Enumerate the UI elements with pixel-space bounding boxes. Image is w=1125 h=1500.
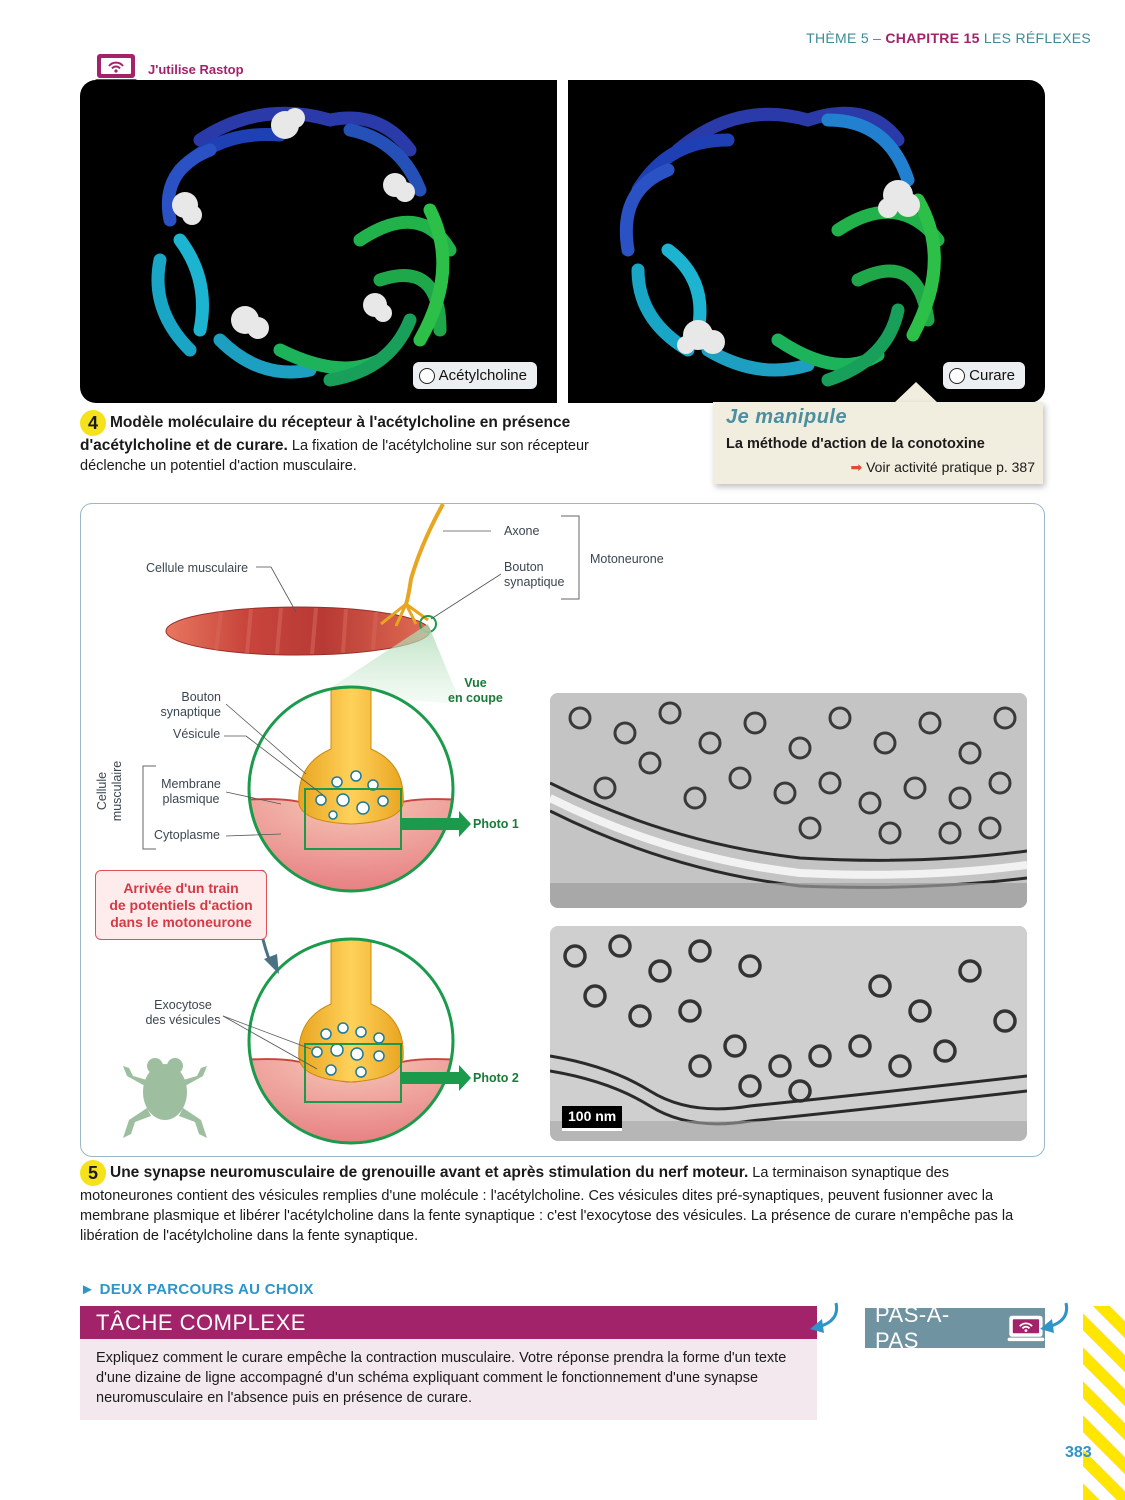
tache-complexe-header [80,1306,817,1339]
tache-title: TÂCHE COMPLEXE [96,1309,306,1335]
label-line: Exocytose [154,998,212,1012]
doc4-caption [80,410,600,476]
label-bouton-mid [157,690,221,720]
label-line: musculaire [110,760,124,822]
doc5-title: Une synapse neuromusculaire de grenouille avant et après stimulation du nerf moteur. [110,1163,749,1181]
manip-link[interactable] [850,459,1035,476]
circle-icon [949,368,965,384]
manip-link-text: Voir activité pratique p. 387 [866,459,1035,475]
pas-a-pas-button[interactable] [865,1302,1045,1353]
doc5-text: La terminaison synaptique des motoneurones contient des vésicules remplies d'une molécule : l'acétylcholine. Ces vésicules dites pré-synaptiques, peuvent fusionner avec la membrane plasmique et libérer l'acétylcholine dans la fente synaptique : c'est l'exocytose des vésicules. La présence de curare n'empêche pas la libération de l'acétylcholine dans la fente synaptique. [80,1164,1014,1244]
curved-arrow-icon [800,1297,842,1337]
label-cellule-musculaire: Cellule musculaire [146,561,249,575]
frog-icon [119,1046,211,1144]
parcours-label: DEUX PARCOURS AU CHOIX [99,1281,314,1298]
tag-curare [943,362,1025,389]
callout-pointer [893,382,939,404]
rastop-label: J'utilise Rastop [148,62,244,77]
receptor-illustration [568,80,1045,403]
circle-icon [419,368,435,384]
label-line: en coupe [448,691,503,705]
label-line: dans le motoneurone [110,913,252,930]
label-cellule-vertical [95,756,125,826]
manip-subtitle: La méthode d'action de la conotoxine [726,436,985,452]
manip-title: Je manipule [726,406,848,428]
micrograph-photo2 [550,926,1027,1141]
tag-acetylcholine [413,362,537,389]
molecule-panel-acetylcholine [80,80,557,403]
micrograph-photo1 [550,693,1027,908]
label-line: des vésicules [145,1013,221,1027]
label-line: Vue [464,676,487,690]
decorative-stripes [1083,1306,1125,1500]
label-vesicule: Vésicule [173,727,221,741]
label-membrane [159,777,223,807]
arrow-right-icon: ➡ [850,459,863,475]
running-header [806,30,1091,46]
scale-bar: 100 nm [562,1106,622,1131]
label-line: Bouton [504,560,544,574]
page-number: 383 [1065,1444,1092,1461]
label-line: Arrivée d'un train [123,879,239,896]
label-photo2: Photo 2 [473,1071,519,1085]
parcours-heading [80,1281,314,1298]
label-line: plasmique [162,792,220,806]
header-title: LES RÉFLEXES [979,30,1091,46]
action-potential-box [95,870,267,940]
synapse-diagram-frame [80,503,1045,1157]
label-line: de potentiels d'action [109,896,253,913]
label-line: Membrane [161,777,221,791]
receptor-illustration [80,80,557,403]
doc4-title: Modèle moléculaire du récepteur à l'acétylcholine en présence d'acétylcholine et de curare. [80,413,571,454]
header-theme: THÈME 5 – [806,30,886,46]
pas-label: PAS-À-PAS [875,1302,950,1353]
doc5-caption [80,1160,1045,1246]
label-photo1: Photo 1 [473,817,519,831]
doc-number-badge: 4 [80,410,106,436]
label-line: synaptique [160,705,221,719]
tache-text: Expliquez comment le curare empêche la contraction musculaire. Votre réponse prendra la forme d'un texte d'une dizaine de ligne accompagné d'un schéma expliquant comment le fonctionnement d'une synapse neuromusculaire en l'absence puis en présence de curare. [96,1350,787,1406]
label-axone: Axone [504,524,540,538]
tag-label: Curare [969,367,1015,384]
micrograph-image [550,693,1027,908]
doc4-text: La fixation de l'acétylcholine sur son récepteur déclenche un potentiel d'action musculaire. [80,438,589,474]
label-line: Bouton [181,690,221,704]
label-exocytose [143,998,223,1028]
label-line: Cellule [95,771,109,811]
tache-complexe-body [80,1339,817,1420]
label-bouton-top [504,560,564,590]
molecule-panel-curare [568,80,1045,403]
je-manipule-box[interactable] [713,402,1043,484]
label-vue-en-coupe [448,676,503,706]
triangle-right-icon: ► [80,1281,96,1298]
tag-label: Acétylcholine [438,367,527,384]
label-cytoplasme: Cytoplasme [154,828,220,842]
doc-number-badge: 5 [80,1160,106,1186]
curved-arrow-icon [1030,1297,1072,1337]
header-chapter: CHAPITRE 15 [885,30,980,46]
label-line: synaptique [504,575,565,589]
label-motoneurone: Motoneurone [590,552,664,566]
